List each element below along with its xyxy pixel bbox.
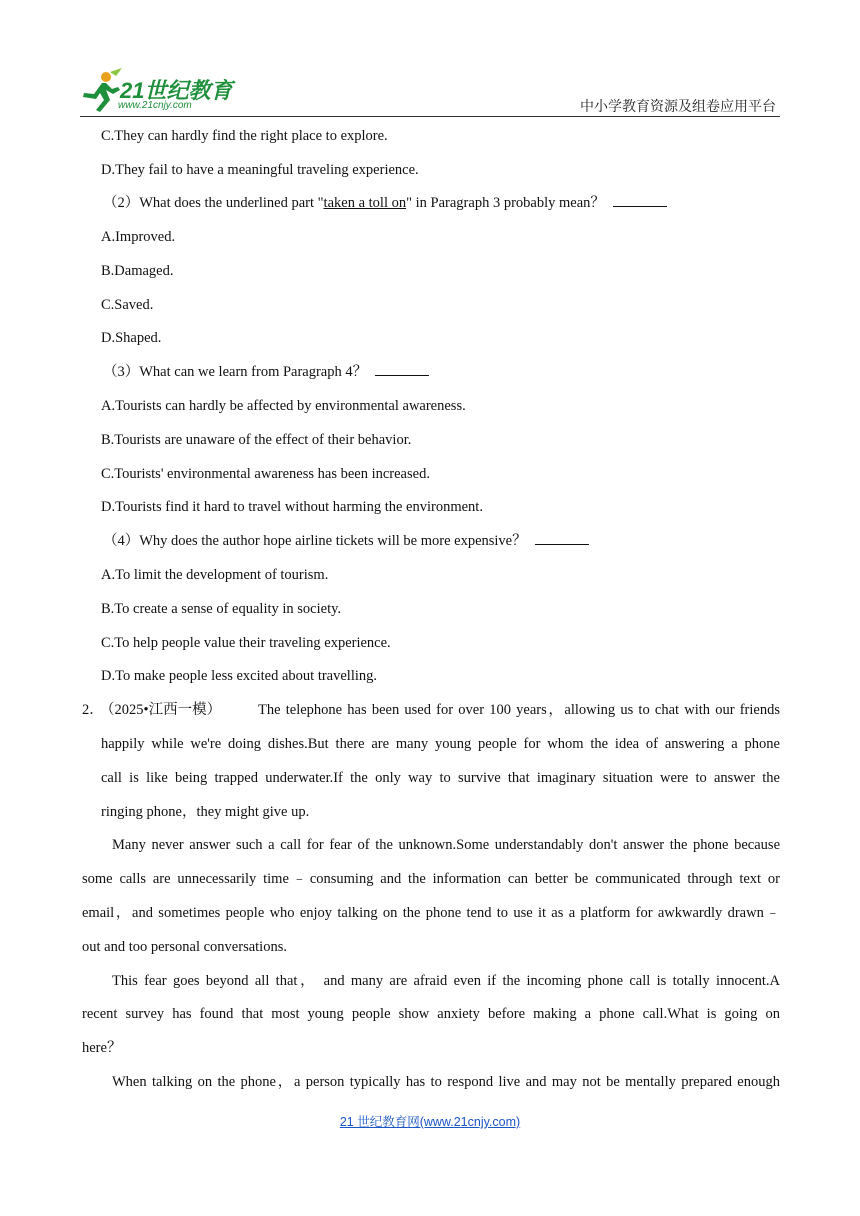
q1-option-d: D.They fail to have a meaningful traveling experience. (101, 162, 419, 178)
q2-stem-suffix: " in Paragraph 3 probably mean？ (406, 195, 605, 211)
q4-option-d: D.To make people less excited about travelling. (101, 668, 378, 684)
q3-option-d: D.Tourists find it hard to travel without harming the environment. (101, 499, 483, 515)
q3-stem-text: （3）What can we learn from Paragraph 4？ (103, 364, 368, 380)
q3-option-a: A.Tourists can hardly be affected by environmental awareness. (101, 398, 466, 414)
footer-site-link[interactable]: 21 世纪教育网(www.21cnjy.com) (339, 1115, 521, 1129)
q4-option-a: A.To limit the development of tourism. (101, 567, 329, 583)
q4-stem-text: （4）Why does the author hope airline tickets will be more expensive？ (103, 533, 527, 549)
q4-option-b: B.To create a sense of equality in society. (101, 601, 342, 617)
q2-option-d: D.Shaped. (101, 330, 162, 346)
q2-underlined-phrase: taken a toll on (323, 195, 407, 211)
site-logo (80, 68, 250, 116)
question-3-stem (103, 362, 429, 382)
q2-stem-prefix: （2）What does the underlined part " (103, 195, 324, 211)
logo-wordmark: 21世纪教育 (120, 78, 233, 103)
answer-blank (613, 194, 667, 207)
passage-p3-line-2: recent survey has found that most young people show anxiety before making a phone call.What is going on (82, 1006, 780, 1022)
q4-option-c: C.To help people value their traveling experience. (101, 635, 391, 651)
answer-blank (375, 363, 429, 376)
q3-option-b: B.Tourists are unaware of the effect of their behavior. (101, 432, 412, 448)
q1-option-c: C.They can hardly find the right place to explore. (101, 128, 388, 144)
question-4-stem (103, 531, 589, 551)
passage-p2-line-2: some calls are unnecessarily time﹣consuming and the information can better be communicated through text or (82, 871, 780, 887)
page-header (80, 66, 780, 118)
passage-p3-line-3: here？ (82, 1040, 122, 1056)
passage-p1-line-3: call is like being trapped underwater.If the only way to survive that imaginary situation were to answer the (101, 770, 780, 786)
passage-p2-line-3: email，and sometimes people who enjoy talking on the phone tend to use it as a platform for awkwardly drawn﹣ (82, 905, 780, 921)
q2-option-a: A.Improved. (101, 229, 176, 245)
question-2-stem (103, 193, 667, 213)
page-footer (0, 1112, 860, 1130)
passage-p2-line-4: out and too personal conversations. (82, 939, 287, 955)
passage-p1-line-4: ringing phone，they might give up. (101, 804, 310, 820)
answer-blank (535, 532, 589, 545)
question-2-number: 2． (82, 702, 104, 718)
q3-option-c: C.Tourists' environmental awareness has been increased. (101, 466, 430, 482)
logo-url: www.21cnjy.com (118, 100, 192, 111)
passage-p1-line-1: The telephone has been used for over 100 years，allowing us to chat with our friends (258, 702, 780, 718)
passage-p1-line-2: happily while we're doing dishes.But there are many young people for whom the idea of answering a phone (101, 736, 780, 752)
q2-option-c: C.Saved. (101, 297, 154, 313)
passage-p4-line-1: When talking on the phone，a person typically has to respond live and may not be mentally prepared enough (112, 1074, 780, 1090)
passage-p3-line-1: This fear goes beyond all that， and many are afraid even if the incoming phone call is totally innocent.A (112, 973, 780, 989)
q2-option-b: B.Damaged. (101, 263, 174, 279)
question-2-source: （2025•江西一模） (100, 702, 222, 718)
header-divider (80, 116, 780, 117)
platform-title: 中小学教育资源及组卷应用平台 (580, 99, 776, 115)
passage-p2-line-1: Many never answer such a call for fear of the unknown.Some understandably don't answer the phone because (112, 837, 780, 853)
